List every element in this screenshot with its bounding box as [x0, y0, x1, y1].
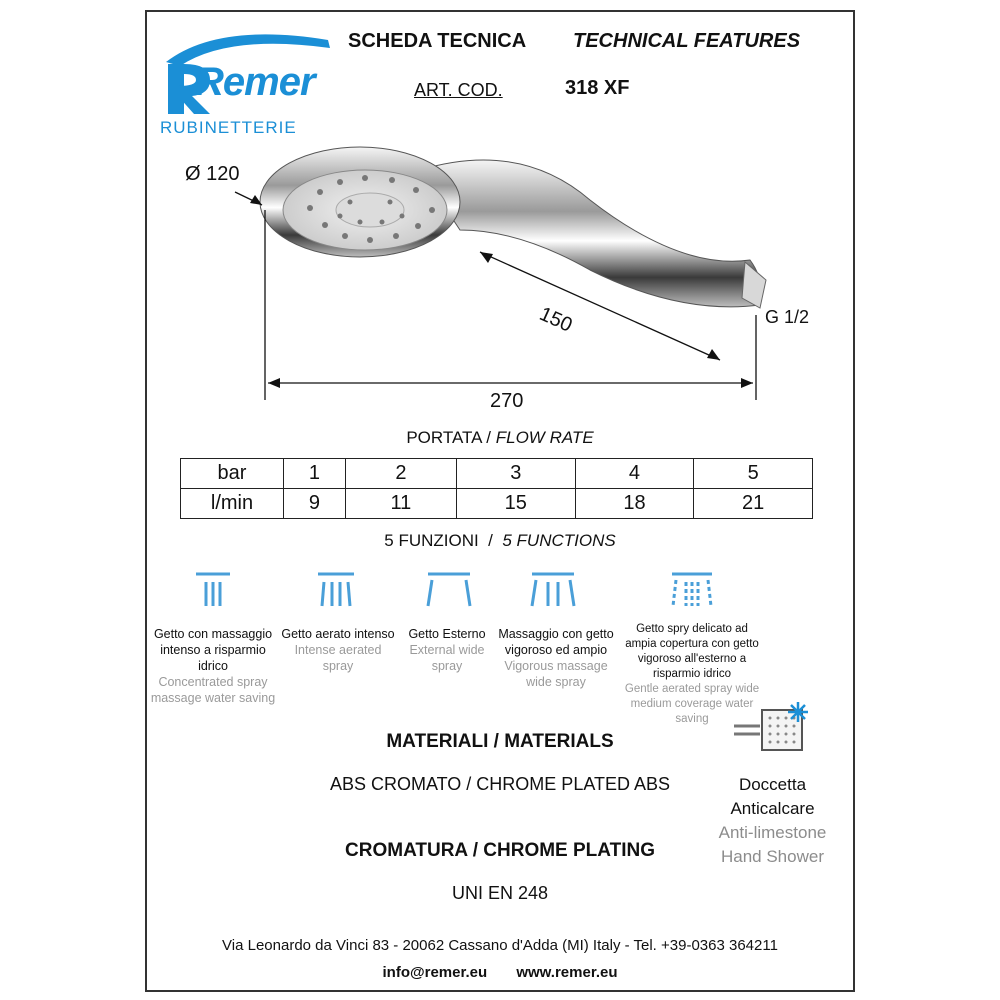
- flow-rate-table: [180, 458, 813, 519]
- lmin-value: 21: [694, 489, 813, 519]
- anti-limestone-label: Doccetta Anticalcare Anti-limestone Hand Shower: [718, 775, 827, 866]
- lmin-value: 9: [284, 489, 346, 519]
- lmin-value: 11: [345, 489, 456, 519]
- website-link[interactable]: www.remer.eu: [516, 964, 618, 981]
- lmin-value: 15: [456, 489, 575, 519]
- bar-value: 2: [345, 459, 456, 489]
- table-row: [181, 459, 813, 489]
- function-caption-5: Getto spry delicato ad ampia copertura con getto vigoroso all'esterno a risparmio idrico Gentle aerated spray wide medium coverage water saving: [624, 623, 760, 725]
- hand-shower-drawing: [160, 130, 840, 430]
- email-link[interactable]: info@remer.eu: [382, 964, 488, 981]
- footer-contacts: [0, 964, 1000, 981]
- functions-title: 5 FUNZIONI / 5 FUNCTIONS: [384, 531, 616, 550]
- aerated-spray-icon: [314, 570, 358, 610]
- function-caption-2: Getto aerato intenso Intense aerated spray: [281, 627, 395, 673]
- flow-rate-title: PORTATA / FLOW RATE: [406, 428, 594, 447]
- plating-heading: CROMATURA / CHROME PLATING: [345, 840, 655, 861]
- thread-label: G 1/2: [765, 307, 810, 327]
- head-length-label: 150: [536, 303, 576, 337]
- concentrated-spray-icon: [192, 570, 234, 610]
- lmin-label: l/min: [181, 489, 284, 519]
- art-code-label: ART. COD.: [414, 80, 503, 100]
- bar-value: 5: [694, 459, 813, 489]
- gentle-spray-icon: [668, 570, 716, 610]
- art-code: 318 XF: [565, 77, 630, 99]
- function-caption-1: Getto con massaggio intenso a risparmio idrico Concentrated spray massage water saving: [150, 627, 276, 705]
- diameter-label: Ø 120: [185, 163, 240, 185]
- plating-value: UNI EN 248: [451, 883, 549, 903]
- function-caption-4: Massaggio con getto vigoroso ed ampio Vigorous massage wide spray: [498, 627, 614, 689]
- materials-value: ABS CROMATO / CHROME PLATED ABS: [329, 774, 671, 794]
- brand-name: Remer: [195, 60, 315, 104]
- vigorous-massage-icon: [528, 570, 578, 610]
- bar-value: 3: [456, 459, 575, 489]
- bar-value: 1: [284, 459, 346, 489]
- bar-value: 4: [575, 459, 694, 489]
- bar-label: bar: [181, 459, 284, 489]
- title-it: SCHEDA TECNICA: [348, 30, 527, 52]
- materials-heading: MATERIALI / MATERIALS: [386, 731, 614, 752]
- function-caption-3: Getto Esterno External wide spray: [408, 627, 486, 673]
- total-length-label: 270: [490, 390, 524, 412]
- lmin-value: 18: [575, 489, 694, 519]
- title-en: TECHNICAL FEATURES: [573, 30, 801, 52]
- table-row: [181, 489, 813, 519]
- brand-tagline: RUBINETTERIE: [160, 118, 297, 137]
- external-spray-icon: [424, 570, 474, 610]
- footer-address: Via Leonardo da Vinci 83 - 20062 Cassano d'Adda (MI) Italy - Tel. +39-0363 364211: [222, 937, 778, 954]
